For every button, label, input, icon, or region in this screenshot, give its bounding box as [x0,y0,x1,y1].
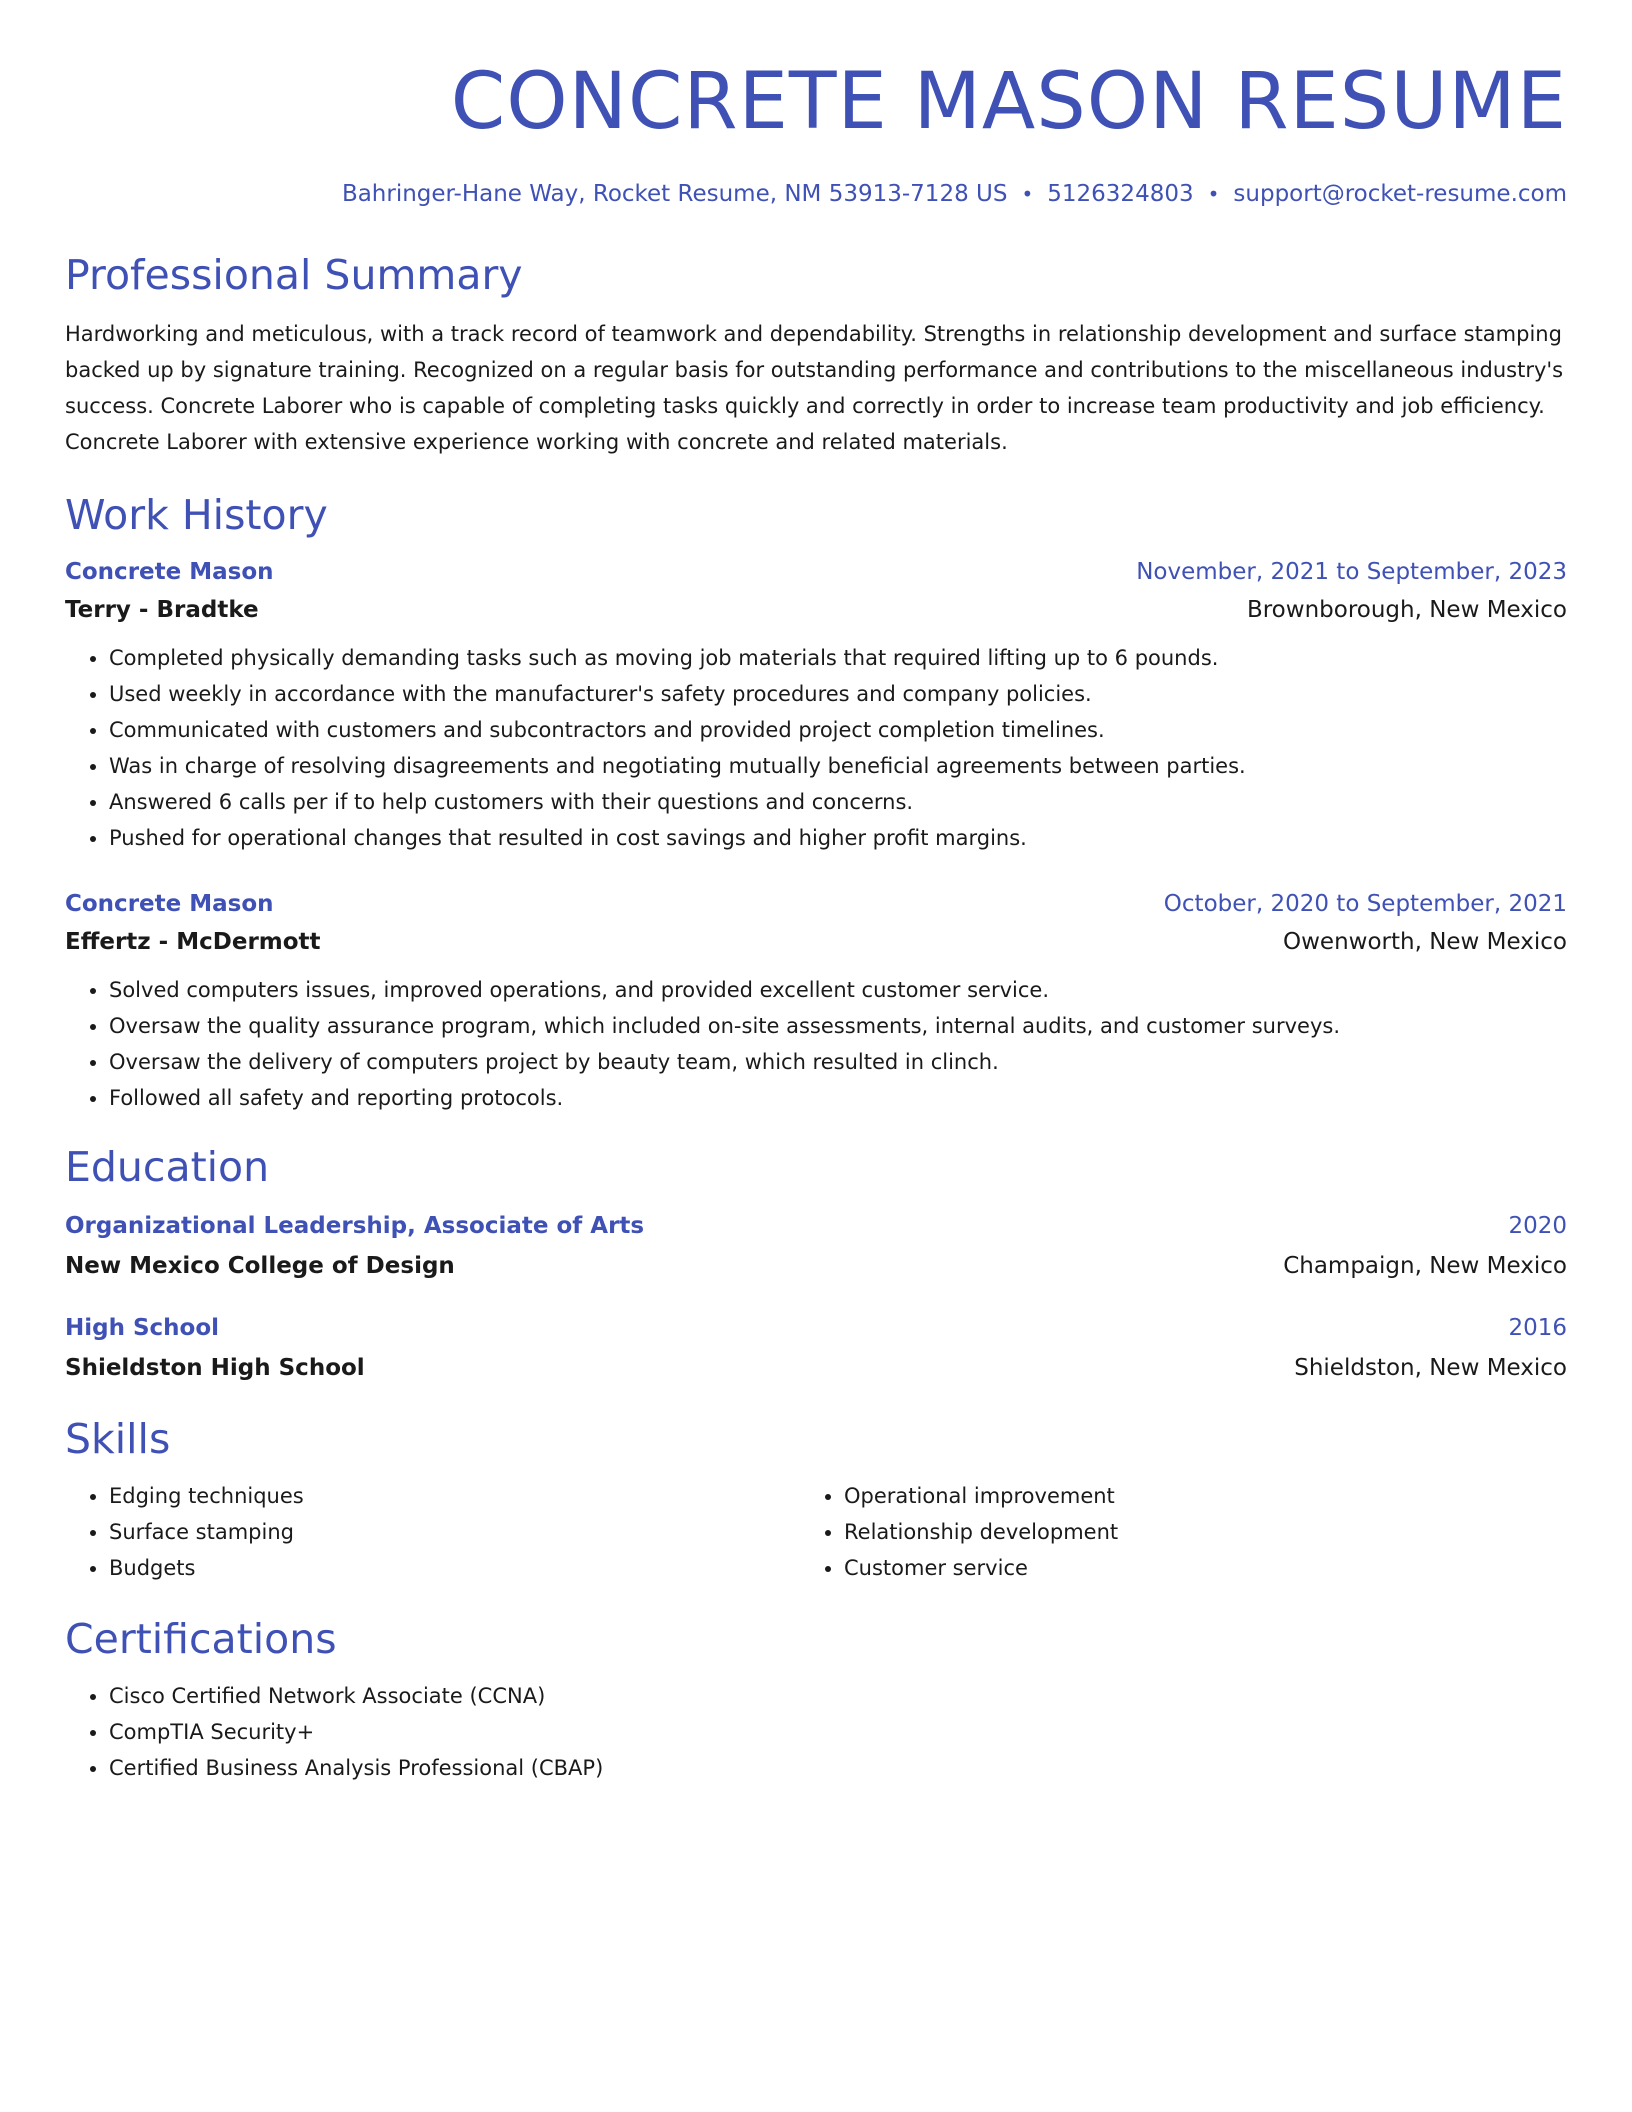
education-entry [65,1312,1567,1384]
skill-item: • Customer service [844,1550,1118,1586]
job-bullet: • Answered 6 calls per if to help customers with their questions and concerns. [109,784,1567,820]
work-history-heading: Work History [65,491,328,539]
skill-item: • Budgets [109,1550,800,1586]
job-bullet: • Solved computers issues, improved operations, and provided excellent customer service. [109,972,1567,1008]
education-location: Shieldston, New Mexico [1294,1355,1567,1381]
skills-column-right [800,1478,1118,1586]
education-header-row [65,1210,1567,1242]
skill-item: • Operational improvement [844,1478,1118,1514]
education-heading: Education [65,1143,270,1191]
job-subheader-row [65,594,1567,626]
education-location: Champaign, New Mexico [1283,1253,1567,1279]
job-bullet: • Communicated with customers and subcontractors and provided project completion timelines. [109,712,1567,748]
job-dates: October, 2020 to September, 2021 [1163,891,1567,917]
skills-column-left [65,1478,800,1586]
job-header-row [65,888,1567,920]
education-year: 2020 [1508,1213,1567,1239]
job-subheader-row [65,926,1567,958]
education-degree: Organizational Leadership, Associate of Arts [65,1213,645,1239]
certification-item: • Cisco Certified Network Associate (CCNA) [109,1678,1567,1714]
skills-heading: Skills [65,1415,171,1463]
job-entry [65,888,1567,1116]
contact-email: support@rocket-resume.com [1233,181,1567,207]
job-bullet: • Oversaw the delivery of computers project by beauty team, which resulted in clinch. [109,1044,1567,1080]
job-dates: November, 2021 to September, 2023 [1136,559,1567,585]
skill-item: • Relationship development [844,1514,1118,1550]
skill-item: • Edging techniques [109,1478,800,1514]
education-year: 2016 [1508,1315,1567,1341]
education-subheader-row [65,1352,1567,1384]
job-bullet: • Completed physically demanding tasks such as moving job materials that required lifting up to 6 pounds. [109,640,1567,676]
education-degree: High School [65,1315,220,1341]
summary-heading: Professional Summary [65,251,523,299]
job-location: Owenworth, New Mexico [1283,929,1567,955]
job-bullet: • Pushed for operational changes that resulted in cost savings and higher profit margins. [109,820,1567,856]
education-school: Shieldston High School [65,1355,365,1381]
job-role: Concrete Mason [65,559,274,585]
job-bullet: • Was in charge of resolving disagreements and negotiating mutually beneficial agreements between parties. [109,748,1567,784]
education-entry [65,1210,1567,1282]
contact-line [65,178,1567,210]
summary-text: Hardworking and meticulous, with a track record of teamwork and dependability. Strengths in relationship development and surface stamping backed up by signature training. Recognized on a regular basis for outstanding performance and contributions to the miscellaneous industry's success. Concrete Laborer who is capable of completing tasks quickly and correctly in order to increase team productivity and job efficiency. Concrete Laborer with extensive experience working with concrete and related materials. [65,322,1564,454]
job-header-row [65,556,1567,588]
skills-grid [65,1478,1567,1586]
job-bullet: • Oversaw the quality assurance program, which included on-site assessments, internal audits, and customer surveys. [109,1008,1567,1044]
job-company: Terry - Bradtke [65,597,259,623]
education-header-row [65,1312,1567,1344]
job-bullet: • Followed all safety and reporting protocols. [109,1080,1567,1116]
job-entry [65,556,1567,856]
certifications-heading: Certifications [65,1615,337,1663]
job-company: Effertz - McDermott [65,929,321,955]
skill-item: • Surface stamping [109,1514,800,1550]
contact-address: Bahringer-Hane Way, Rocket Resume, NM 53913-7128 US [341,181,1008,207]
contact-separator: • [1021,182,1034,206]
certifications-list [65,1678,1567,1786]
job-role: Concrete Mason [65,891,274,917]
education-school: New Mexico College of Design [65,1253,455,1279]
certification-item: • CompTIA Security+ [109,1714,1567,1750]
education-subheader-row [65,1250,1567,1282]
contact-phone: 5126324803 [1047,181,1194,207]
job-bullet: • Used weekly in accordance with the manufacturer's safety procedures and company policies. [109,676,1567,712]
job-bullets [65,640,1567,856]
resume-title: CONCRETE MASON RESUME [450,57,1567,147]
contact-separator: • [1207,182,1220,206]
job-bullets [65,972,1567,1116]
certification-item: • Certified Business Analysis Professional (CBAP) [109,1750,1567,1786]
job-location: Brownborough, New Mexico [1246,597,1567,623]
